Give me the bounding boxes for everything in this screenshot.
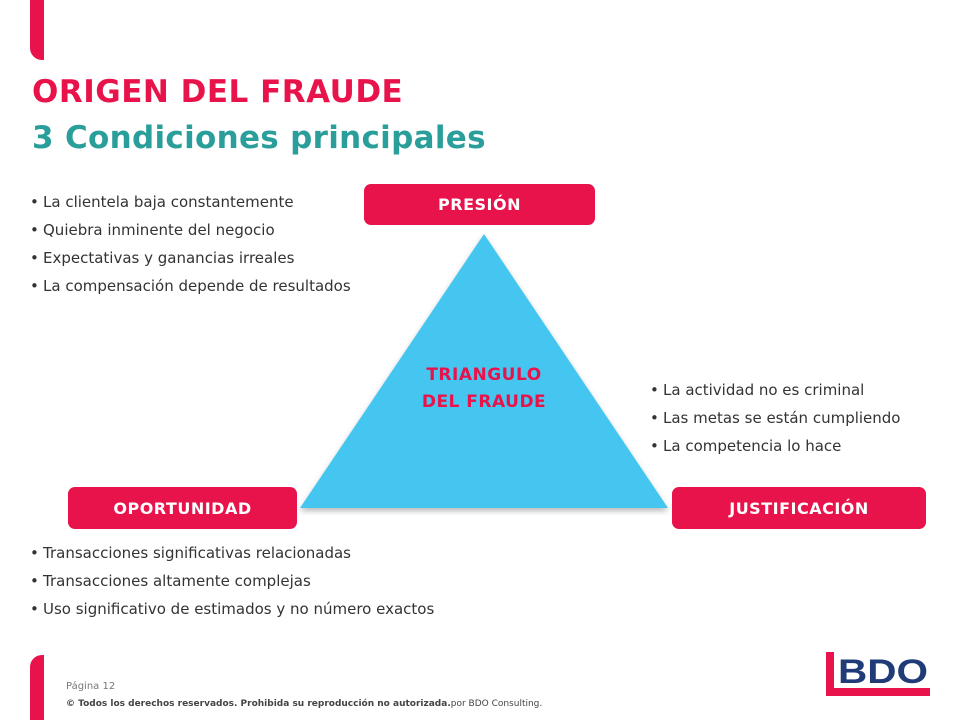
bdo-logo-text: BDO xyxy=(838,653,928,691)
triangle-label-line1: TRIANGULO xyxy=(426,365,542,385)
list-item: • Las metas se están cumpliendo xyxy=(650,404,901,432)
list-item: • La compensación depende de resultados xyxy=(30,272,351,300)
list-item: • Uso significativo de estimados y no número exactos xyxy=(30,595,434,623)
list-item: • La competencia lo hace xyxy=(650,432,901,460)
accent-bar-bottom xyxy=(30,655,44,720)
page-number: Página 12 xyxy=(66,681,116,692)
list-item: • La clientela baja constantemente xyxy=(30,188,351,216)
triangle-label-line2: DEL FRAUDE xyxy=(421,392,547,412)
accent-bar-top xyxy=(30,0,44,60)
list-item: • Transacciones altamente complejas xyxy=(30,567,434,595)
triangle-label xyxy=(380,362,588,416)
list-item: • Expectativas y ganancias irreales xyxy=(30,244,351,272)
list-item: • La actividad no es criminal xyxy=(650,376,901,404)
slide-title: ORIGEN DEL FRAUDE xyxy=(32,74,404,110)
list-item: • Transacciones significativas relacionadas xyxy=(30,539,434,567)
justificacion-bullets xyxy=(650,376,901,460)
bdo-logo xyxy=(826,652,930,696)
presion-label: PRESIÓN xyxy=(364,184,595,225)
copyright-rest: por BDO Consulting. xyxy=(450,699,543,709)
justificacion-label: JUSTIFICACIÓN xyxy=(672,487,926,529)
copyright-text xyxy=(66,699,542,709)
list-item: • Quiebra inminente del negocio xyxy=(30,216,351,244)
oportunidad-bullets xyxy=(30,539,434,623)
oportunidad-label: OPORTUNIDAD xyxy=(68,487,297,529)
slide-subtitle: 3 Condiciones principales xyxy=(32,120,486,156)
copyright-bold: © Todos los derechos reservados. Prohibida su reproducción no autorizada. xyxy=(66,699,451,709)
